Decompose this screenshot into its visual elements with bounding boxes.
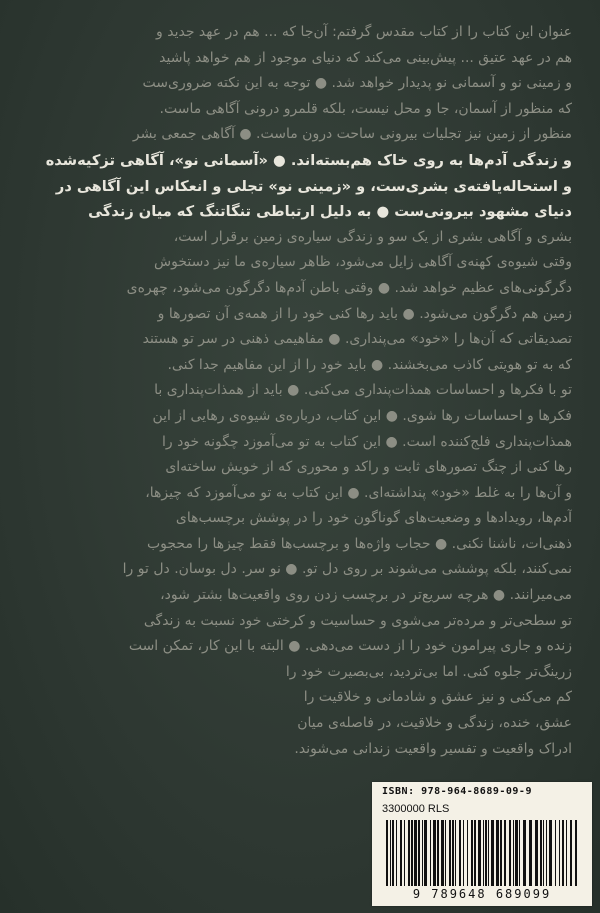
blurb-line: بشری و آگاهی بشری از یک سو و زندگی سیاره‌ی زمین برقرار است، <box>173 228 572 245</box>
barcode-image <box>382 820 582 886</box>
blurb-line: و استحاله‌یافته‌ی بشری‌ست، و «زمینی نو» تجلی و انعکاس این آگاهی در <box>55 177 572 195</box>
blurb-line: هم در عهد عتیق ... پیش‌بینی می‌کند که دنیای موجود از هم خواهد پاشید <box>159 49 572 66</box>
blurb-line: آدم‌ها، رویدادها و وضعیت‌های گوناگون خود را در پوشش برچسب‌های <box>175 510 572 527</box>
blurb-line: فکرها و احساسات رها شوی. ● این کتاب، درباره‌ی شیوه‌ی رهایی از این <box>152 407 572 424</box>
blurb-line: زمین هم دگرگون می‌شود. ● باید رها کنی خود را از همه‌ی آن تصورها و <box>157 305 572 322</box>
blurb-line: و زمینی نو و آسمانی نو پدیدار خواهد شد. ● توجه به این نکته ضروری‌ست <box>142 75 572 92</box>
blurb-line: عنوان این کتاب را از کتاب مقدس گرفتم: آن‌جا که ... هم در عهد جدید و <box>156 24 572 40</box>
blurb-line: رها کنی از چنگ تصورهای ثابت و راکد و محوری که از خویش ساخته‌ای <box>165 459 572 476</box>
price-label: 3300000 RLS <box>382 803 450 815</box>
blurb-line: ذهنی‌ات، ناشنا نکنی. ● حجاب واژه‌ها و برچسب‌ها فقط چیزها را محجوب <box>146 535 572 552</box>
blurb-line: تصدیقاتی که آن‌ها را «خود» می‌پنداری. ● مفاهیمی ذهنی در سر تو هستند <box>142 331 572 348</box>
ean-number: 9 789648 689099 <box>412 887 552 901</box>
blurb-line: عشق، خنده، زندگی و خلاقیت، در فاصله‌ی میان <box>297 715 572 732</box>
blurb-line: همذات‌پنداری فلج‌کننده است. ● این کتاب به تو می‌آموزد چگونه خود را <box>161 433 572 450</box>
blurb-line: تو سطحی‌تر و مرده‌تر می‌شوی و حساسیت و کرختی خود نسبت به زندگی <box>143 612 572 629</box>
blurb-text <box>30 20 572 762</box>
blurb-line: که به تو هویتی کاذب می‌بخشند. ● باید خود را از این مفاهیم جدا کنی. <box>167 356 572 373</box>
isbn-label: ISBN: 978-964-8689-09-9 <box>382 786 532 797</box>
blurb-line: نمی‌کنند، بلکه پوششی می‌شوند بر روی دل تو. ● نو سر. دل بوسان. دل تو را <box>122 561 572 578</box>
blurb-line: دگرگونی‌های عظیم خواهد شد. ● وقتی باطن آدم‌ها دگرگون می‌شود، چهره‌ی <box>126 279 572 296</box>
blurb-line: زرینگ‌تر جلوه کنی. اما بی‌تردید، بی‌بصیرت خود را <box>285 663 572 680</box>
blurb-line: و آن‌ها را به غلط «خود» پنداشته‌ای. ● این کتاب به تو می‌آموزد که چیزها، <box>145 484 572 501</box>
blurb-line: تو با فکرها و احساسات همذات‌پنداری می‌کنی. ● باید از همذات‌پنداری با <box>154 382 572 399</box>
blurb-line: ادراک واقعیت و تفسیر واقعیت زندانی می‌شوند. <box>294 740 572 757</box>
blurb-line: دنیای مشهود بیرونی‌ست ● به دلیل ارتباطی تنگاتنگ که میان زندگی <box>88 203 572 221</box>
blurb-line: کم می‌کنی و نیز عشق و شادمانی و خلاقیت را <box>303 689 572 706</box>
blurb-line: که منظور از آسمان، جا و محل نیست، بلکه قلمرو درونی آگاهی ماست. <box>159 100 572 117</box>
blurb-line: زنده و جاری پیرامون خود را از دست می‌دهی. ● البته با این کار، تمکن است <box>128 638 572 655</box>
blurb-line: و زندگی آدم‌ها به روی خاک هم‌بسته‌اند. ● «آسمانی نو»، آگاهی تزکیه‌شده <box>45 151 572 169</box>
blurb-line: وقتی شیوه‌ی کهنه‌ی آگاهی زایل می‌شود، ظاهر سیاره‌ی ما نیز دستخوش <box>154 254 572 271</box>
blurb-line: منظور از زمین نیز تجلیات بیرونی ساحت درون ماست. ● آگاهی جمعی بشر <box>132 126 572 143</box>
barcode-sticker <box>372 782 592 906</box>
blurb-line: می‌میرانند. ● هرچه سریع‌تر در برچسب زدن روی واقعیت‌ها بشتر شود، <box>160 587 572 604</box>
